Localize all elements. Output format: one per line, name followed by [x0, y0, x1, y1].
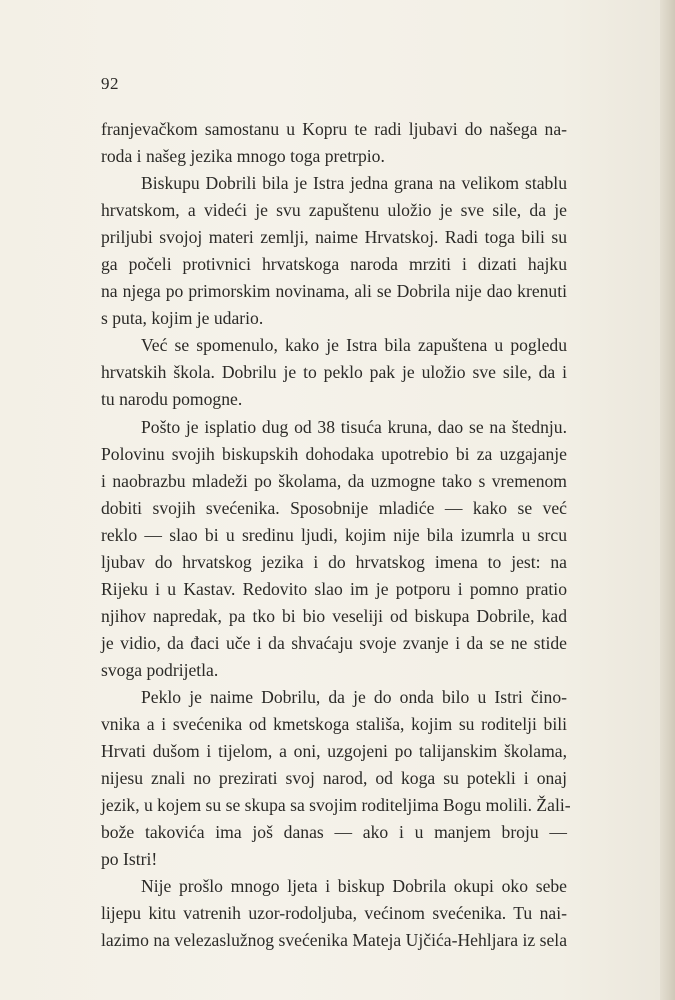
- text-line: roda i našeg jezika mnogo toga pretrpio.: [101, 146, 385, 167]
- text-line: je vidio, da đaci uče i da shvaćaju svoje zvanje i da se ne stide: [101, 632, 567, 653]
- text-line: Već se spomenulo, kako je Istra bila zapuštena u pogledu: [141, 335, 567, 356]
- text-line: Biskupu Dobrili bila je Istra jedna grana na velikom stablu: [141, 173, 567, 194]
- text-line: Polovinu svojih biskupskih dohodaka upotrebio bi za uzgajanje: [101, 443, 567, 464]
- page-number: 92: [101, 74, 119, 93]
- text-line: dobiti svojih svećenika. Sposobnije mladiće — kako se već: [101, 497, 567, 518]
- paragraph: [101, 684, 571, 873]
- text-line: Nije prošlo mnogo ljeta i biskup Dobrila okupi oko sebe: [141, 876, 567, 897]
- paragraph: [101, 170, 567, 332]
- text-line: hrvatskom, a videći je svu zapuštenu uložio je sve sile, da je: [101, 200, 567, 221]
- text-line: ga počeli protivnici hrvatskoga naroda mrziti i dizati hajku: [101, 254, 567, 275]
- text-line: Pošto je isplatio dug od 38 tisuća kruna, dao se na štednju.: [141, 416, 567, 437]
- text-line: Peklo je naime Dobrilu, da je do onda bilo u Istri čino-: [141, 686, 567, 707]
- text-line: priljubi svojoj materi zemlji, naime Hrvatskoj. Radi toga bili su: [101, 227, 567, 248]
- text-line: s puta, kojim je udario.: [101, 308, 264, 329]
- text-line: reklo — slao bi u sredinu ljudi, kojim nije bila izumrla u srcu: [101, 524, 567, 545]
- text-line: ljubav do hrvatskog jezika i do hrvatskog imena to jest: na: [101, 551, 567, 572]
- paragraph: [101, 414, 567, 684]
- text-line: tu narodu pomogne.: [101, 389, 243, 410]
- paragraph: [101, 332, 567, 413]
- paragraph: [101, 116, 567, 170]
- text-line: bože takovića ima još danas — ako i u manjem broju —: [101, 822, 567, 843]
- text-line: lazimo na velezaslužnog svećenika Mateja Ujčića-Hehljara iz sela: [101, 930, 567, 951]
- text-line: lijepu kitu vatrenih uzor-rodoljuba, većinom svećenika. Tu nai-: [101, 903, 567, 924]
- text-line: Rijeku i u Kastav. Redovito slao im je potporu i pomno pratio: [101, 578, 567, 599]
- text-line: svoga podrijetla.: [101, 659, 219, 680]
- text-line: po Istri!: [101, 849, 158, 870]
- text-line: jezik, u kojem su se skupa sa svojim roditeljima Bogu molili. Žali-: [101, 795, 571, 816]
- body-text: [101, 116, 571, 954]
- text-line: nijesu znali no prezirati svoj narod, od koga su potekli i onaj: [101, 768, 567, 789]
- paragraph: [101, 873, 567, 954]
- text-line: i naobrazbu mladeži po školama, da uzmogne tako s vremenom: [101, 470, 567, 491]
- text-line: franjevačkom samostanu u Kopru te radi ljubavi do našega na-: [101, 119, 567, 139]
- text-line: njihov napredak, pa tko bi bio veseliji od biskupa Dobrile, kad: [101, 605, 567, 626]
- text-line: na njega po primorskim novinama, ali se Dobrila nije dao krenuti: [101, 281, 567, 302]
- text-line: vnika a i svećenika od kmetskoga stališa, kojim su roditelji bili: [101, 714, 567, 735]
- page-edge: [660, 0, 675, 1000]
- text-line: hrvatskih škola. Dobrilu je to peklo pak je uložio sve sile, da i: [101, 362, 567, 383]
- text-line: Hrvati dušom i tijelom, a oni, uzgojeni po talijanskim školama,: [101, 741, 567, 762]
